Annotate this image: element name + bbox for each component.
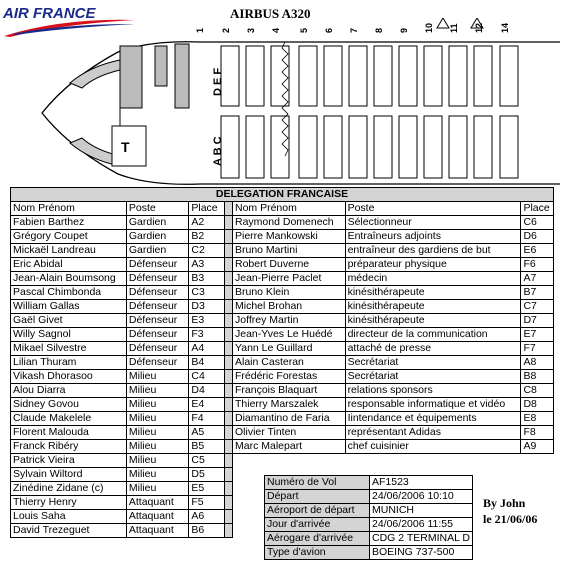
table-row bbox=[11, 258, 554, 272]
seat-block-top bbox=[221, 46, 518, 106]
table-cell: Yann Le Guillard bbox=[233, 342, 346, 356]
signature-date: le 21/06/06 bbox=[483, 512, 538, 526]
table-cell: D3 bbox=[189, 300, 224, 314]
table-cell: Vikash Dhorasoo bbox=[11, 370, 127, 384]
table-cell: Entraîneurs adjoints bbox=[345, 230, 521, 244]
table-cell: C8 bbox=[521, 384, 554, 398]
table-cell: D6 bbox=[521, 230, 554, 244]
table-cell: Mickaël Landreau bbox=[11, 244, 127, 258]
row-number: 14 bbox=[500, 22, 510, 33]
seat-column bbox=[424, 46, 442, 106]
flight-row bbox=[265, 490, 473, 504]
flight-value: MUNICH bbox=[370, 504, 473, 518]
table-cell: Attaquant bbox=[126, 496, 189, 510]
table-cell: Jean-Pierre Paclet bbox=[233, 272, 346, 286]
table-cell: responsable informatique et vidéo bbox=[345, 398, 521, 412]
table-cell: Florent Malouda bbox=[11, 426, 127, 440]
table-cell: Secrétariat bbox=[345, 356, 521, 370]
row-number: 5 bbox=[299, 27, 309, 33]
table-row bbox=[11, 216, 554, 230]
table-cell: A2 bbox=[189, 216, 224, 230]
seat-column bbox=[324, 116, 342, 178]
table-cell: A4 bbox=[189, 342, 224, 356]
table-row bbox=[11, 412, 554, 426]
table-cell: A6 bbox=[189, 510, 224, 524]
row-number: 3 bbox=[246, 27, 256, 33]
seat-column bbox=[374, 46, 392, 106]
column-header: Nom Prénom bbox=[11, 202, 127, 216]
flight-value: 24/06/2006 10:10 bbox=[370, 490, 473, 504]
seat-column bbox=[399, 116, 417, 178]
signature bbox=[483, 495, 537, 527]
table-cell: Diamantino de Faria bbox=[233, 412, 346, 426]
table-cell: Milieu bbox=[126, 384, 189, 398]
table-cell: Sélectionneur bbox=[345, 216, 521, 230]
table-cell: Milieu bbox=[126, 468, 189, 482]
table-row bbox=[11, 356, 554, 370]
row-number: 7 bbox=[349, 27, 359, 33]
table-cell: Lilian Thuram bbox=[11, 356, 127, 370]
table-cell: B5 bbox=[189, 440, 224, 454]
table-cell: B3 bbox=[189, 272, 224, 286]
table-cell: Défenseur bbox=[126, 328, 189, 342]
table-cell: A8 bbox=[521, 356, 554, 370]
seat-column bbox=[449, 46, 467, 106]
aircraft-title: AIRBUS A320 bbox=[230, 6, 311, 21]
table-cell: attaché de presse bbox=[345, 342, 521, 356]
table-cell: D8 bbox=[521, 398, 554, 412]
table-row bbox=[11, 300, 554, 314]
table-cell: D4 bbox=[189, 384, 224, 398]
table-cell: D7 bbox=[521, 314, 554, 328]
table-cell: E5 bbox=[189, 482, 224, 496]
table-cell: représentant Adidas bbox=[345, 426, 521, 440]
table-cell: Joffrey Martin bbox=[233, 314, 346, 328]
seat-column bbox=[246, 46, 264, 106]
seat-column bbox=[324, 46, 342, 106]
exit-triangle-icon bbox=[437, 18, 449, 28]
table-cell: Jean-Alain Boumsong bbox=[11, 272, 127, 286]
table-cell: Secrétariat bbox=[345, 370, 521, 384]
flight-value: 24/06/2006 11:55 bbox=[370, 518, 473, 532]
column-header: Poste bbox=[345, 202, 521, 216]
flight-row bbox=[265, 546, 473, 560]
column-header: Place bbox=[189, 202, 224, 216]
table-cell: David Trezeguet bbox=[11, 524, 127, 538]
table-cell: Eric Abidal bbox=[11, 258, 127, 272]
seat-column bbox=[500, 116, 518, 178]
table-cell: Sidney Govou bbox=[11, 398, 127, 412]
table-cell: Milieu bbox=[126, 440, 189, 454]
flight-label: Jour d'arrivée bbox=[265, 518, 370, 532]
table-row bbox=[11, 370, 554, 384]
row-numbers bbox=[195, 23, 510, 33]
table-cell: E6 bbox=[521, 244, 554, 258]
table-cell: Défenseur bbox=[126, 356, 189, 370]
table-cell: Alou Diarra bbox=[11, 384, 127, 398]
seat-block-bottom bbox=[221, 116, 518, 178]
table-cell: Milieu bbox=[126, 412, 189, 426]
table-cell: entraîneur des gardiens de but bbox=[345, 244, 521, 258]
table-cell: Attaquant bbox=[126, 524, 189, 538]
row-number: 9 bbox=[399, 27, 409, 33]
table-cell: Défenseur bbox=[126, 272, 189, 286]
seat-column bbox=[399, 46, 417, 106]
row-number: 4 bbox=[271, 27, 281, 33]
column-header: Place bbox=[521, 202, 554, 216]
table-cell: Jean-Yves Le Huédé bbox=[233, 328, 346, 342]
seat-column bbox=[500, 46, 518, 106]
seat-column bbox=[299, 116, 317, 178]
row-number: 8 bbox=[374, 27, 384, 33]
table-row bbox=[11, 398, 554, 412]
table-cell: E3 bbox=[189, 314, 224, 328]
table-cell: Gardien bbox=[126, 230, 189, 244]
table-row bbox=[11, 440, 554, 454]
table-cell: F6 bbox=[521, 258, 554, 272]
column-header: Nom Prénom bbox=[233, 202, 346, 216]
table-cell: B4 bbox=[189, 356, 224, 370]
table-cell: Iintendance et équipements bbox=[345, 412, 521, 426]
table-row bbox=[11, 426, 554, 440]
flight-label: Numéro de Vol bbox=[265, 476, 370, 490]
table-cell: B7 bbox=[521, 286, 554, 300]
table-cell: Pascal Chimbonda bbox=[11, 286, 127, 300]
row-number: 6 bbox=[324, 27, 334, 33]
table-cell: Louis Saha bbox=[11, 510, 127, 524]
table-cell: A7 bbox=[521, 272, 554, 286]
table-cell: B8 bbox=[521, 370, 554, 384]
table-cell: Gardien bbox=[126, 216, 189, 230]
table-cell: Marc Malepart bbox=[233, 440, 346, 454]
table-cell: Milieu bbox=[126, 370, 189, 384]
row-number: 12 bbox=[474, 22, 484, 33]
table-cell: Milieu bbox=[126, 398, 189, 412]
flight-info-table bbox=[264, 475, 473, 560]
table-cell: Raymond Domenech bbox=[233, 216, 346, 230]
seat-column bbox=[449, 116, 467, 178]
table-cell: F5 bbox=[189, 496, 224, 510]
table-cell: Robert Duverne bbox=[233, 258, 346, 272]
table-cell: Milieu bbox=[126, 426, 189, 440]
table-row bbox=[11, 454, 554, 468]
seat-column bbox=[349, 116, 367, 178]
toilet-label: T bbox=[121, 139, 130, 155]
table-cell: médecin bbox=[345, 272, 521, 286]
table-cell: Claude Makelele bbox=[11, 412, 127, 426]
table-cell: Willy Sagnol bbox=[11, 328, 127, 342]
flight-value: CDG 2 TERMINAL D bbox=[370, 532, 473, 546]
table-cell: chef cuisinier bbox=[345, 440, 521, 454]
table-cell: Gardien bbox=[126, 244, 189, 258]
table-cell: Thierry Henry bbox=[11, 496, 127, 510]
flight-label: Aéroport de départ bbox=[265, 504, 370, 518]
table-cell: E7 bbox=[521, 328, 554, 342]
table-cell: Bruno Klein bbox=[233, 286, 346, 300]
flight-value: AF1523 bbox=[370, 476, 473, 490]
table-cell: Pierre Mankowski bbox=[233, 230, 346, 244]
table-row bbox=[11, 272, 554, 286]
seat-column bbox=[374, 116, 392, 178]
flight-row bbox=[265, 504, 473, 518]
table-cell: Fabien Barthez bbox=[11, 216, 127, 230]
table-cell: F3 bbox=[189, 328, 224, 342]
table-cell: Sylvain Wiltord bbox=[11, 468, 127, 482]
table-cell: A9 bbox=[521, 440, 554, 454]
table-cell: Défenseur bbox=[126, 342, 189, 356]
table-row bbox=[11, 314, 554, 328]
table-cell: A3 bbox=[189, 258, 224, 272]
table-cell: Défenseur bbox=[126, 314, 189, 328]
table-cell: Défenseur bbox=[126, 286, 189, 300]
table-cell: F7 bbox=[521, 342, 554, 356]
table-cell: E8 bbox=[521, 412, 554, 426]
table-cell: Michel Brohan bbox=[233, 300, 346, 314]
seat-map bbox=[0, 18, 570, 188]
table-cell: Patrick Vieira bbox=[11, 454, 127, 468]
table-cell: Mikael Silvestre bbox=[11, 342, 127, 356]
table-cell: Milieu bbox=[126, 454, 189, 468]
seat-letters-bottom: A B C bbox=[212, 136, 224, 166]
table-cell: kinésithérapeute bbox=[345, 314, 521, 328]
table-cell: Alain Casteran bbox=[233, 356, 346, 370]
seat-letters-top: D E F bbox=[212, 67, 224, 96]
seat-column bbox=[349, 46, 367, 106]
table-cell: F4 bbox=[189, 412, 224, 426]
table-cell: Grégory Coupet bbox=[11, 230, 127, 244]
table-cell: Gaël Givet bbox=[11, 314, 127, 328]
table-cell: D5 bbox=[189, 468, 224, 482]
table-cell: Zinédine Zidane (c) bbox=[11, 482, 127, 496]
table-row bbox=[11, 328, 554, 342]
table-cell: Thierry Marszalek bbox=[233, 398, 346, 412]
table-row bbox=[11, 342, 554, 356]
table-cell: Bruno Martini bbox=[233, 244, 346, 258]
flight-row bbox=[265, 476, 473, 490]
seat-column bbox=[474, 116, 492, 178]
seat-column bbox=[299, 46, 317, 106]
table-row bbox=[11, 244, 554, 258]
table-cell: B6 bbox=[189, 524, 224, 538]
seat-column bbox=[246, 116, 264, 178]
signature-line: By John bbox=[483, 496, 526, 510]
table-cell: C6 bbox=[521, 216, 554, 230]
table-cell: C7 bbox=[521, 300, 554, 314]
row-number: 10 bbox=[424, 22, 434, 33]
table-cell: A5 bbox=[189, 426, 224, 440]
table-row bbox=[11, 384, 554, 398]
table-cell: William Gallas bbox=[11, 300, 127, 314]
flight-label: Type d'avion bbox=[265, 546, 370, 560]
seat-column bbox=[271, 116, 289, 178]
flight-row bbox=[265, 532, 473, 546]
table-cell: Franck Ribéry bbox=[11, 440, 127, 454]
seat-column bbox=[424, 116, 442, 178]
table-cell: Attaquant bbox=[126, 510, 189, 524]
table-cell: Olivier Tinten bbox=[233, 426, 346, 440]
table-cell: directeur de la communication bbox=[345, 328, 521, 342]
row-number: 2 bbox=[221, 27, 231, 33]
table-cell: kinésithérapeute bbox=[345, 286, 521, 300]
table-row bbox=[11, 286, 554, 300]
table-cell: C3 bbox=[189, 286, 224, 300]
table-cell: F8 bbox=[521, 426, 554, 440]
table-cell: Défenseur bbox=[126, 300, 189, 314]
flight-row bbox=[265, 518, 473, 532]
column-header: Poste bbox=[126, 202, 189, 216]
table-cell: Défenseur bbox=[126, 258, 189, 272]
table-cell: préparateur physique bbox=[345, 258, 521, 272]
table-cell: Frédéric Forestas bbox=[233, 370, 346, 384]
flight-label: Départ bbox=[265, 490, 370, 504]
flight-value: BOEING 737-500 bbox=[370, 546, 473, 560]
table-cell: François Blaquart bbox=[233, 384, 346, 398]
table-cell: kinésithérapeute bbox=[345, 300, 521, 314]
row-number: 1 bbox=[195, 27, 205, 33]
table-cell: C4 bbox=[189, 370, 224, 384]
table-cell: C5 bbox=[189, 454, 224, 468]
table-cell: Milieu bbox=[126, 482, 189, 496]
table-cell: C2 bbox=[189, 244, 224, 258]
logo-text: AIR FRANCE bbox=[3, 5, 96, 22]
seat-column bbox=[474, 46, 492, 106]
flight-label: Aérogare d'arrivée bbox=[265, 532, 370, 546]
row-number: 11 bbox=[449, 23, 459, 33]
table-cell: B2 bbox=[189, 230, 224, 244]
table-cell: relations sponsors bbox=[345, 384, 521, 398]
table-row bbox=[11, 230, 554, 244]
delegation-title: DELEGATION FRANCAISE bbox=[11, 188, 554, 202]
table-cell: E4 bbox=[189, 398, 224, 412]
